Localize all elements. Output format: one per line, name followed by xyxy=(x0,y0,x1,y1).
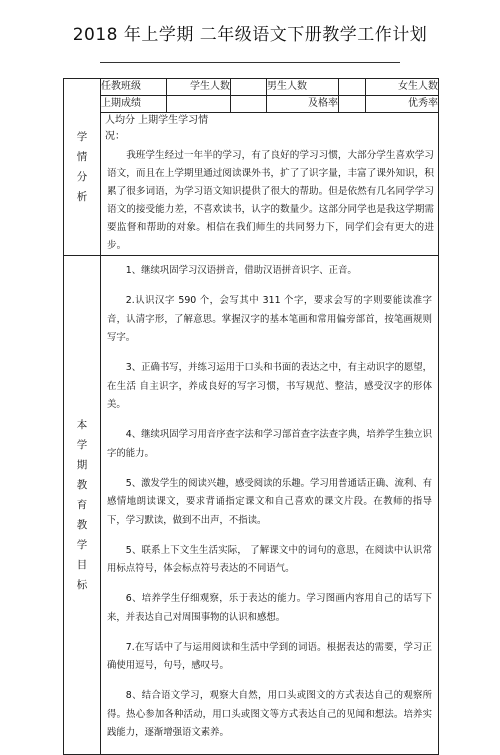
score-row xyxy=(64,96,439,113)
goals-cell xyxy=(101,256,439,755)
goals-row xyxy=(64,256,439,755)
analysis-row xyxy=(64,113,439,256)
girls-label: 女生人数 xyxy=(366,79,439,96)
analysis-subtitle-2: 况： xyxy=(105,131,125,142)
analysis-subtitle-1: 人均分 上期学生学习情 xyxy=(105,115,209,126)
last-score-label: 上期成绩 xyxy=(101,96,167,113)
score-blank xyxy=(231,96,267,113)
class-info-row xyxy=(64,79,439,96)
goal-item: 6、培养学生仔细观察，乐于表达的能力。学习图画内容用自己的话写下来，并表达自己对周围事物的认识和感想。 xyxy=(107,593,432,623)
analysis-cell xyxy=(101,113,439,256)
analysis-paragraph-box xyxy=(101,145,438,255)
goals-list xyxy=(101,256,438,743)
goal-item: 5、激发学生的阅读兴趣，感受阅读的乐趣。学习用普通话正确、流利、有感情地朗读课文，要求背诵指定课文和自己喜欢的课文片段。在教师的指导下，学习默读，做到不出声，不指读。 xyxy=(107,477,432,526)
goal-item: 8、结合语文学习，观察大自然，用口头或图文的方式表达自己的观察所得。热心参加各种活动，用口头或图文等方式表达自己的见闻和想法。培养实践能力，逐渐增强语文素养。 xyxy=(107,690,432,738)
class-label: 任教班级 xyxy=(101,79,167,96)
analysis-side-cell xyxy=(64,79,101,256)
goal-item: 3、正确书写，并练习运用于口头和书面的表达之中，有主动识字的愿望，在生活 自主识字，养成良好的写字习惯，书写规范、整洁，感受汉字的形体美。 xyxy=(107,362,432,410)
pass-rate-label: 及格率 xyxy=(267,96,339,113)
goal-item: 5、联系上下文生生活实际， 了解课文中的词句的意思，在阅读中认识常用标点符号，体会标点符号表达的不同语气。 xyxy=(107,544,432,574)
boys-label: 男生人数 xyxy=(267,79,339,96)
goals-side-cell xyxy=(64,256,101,755)
work-plan-table xyxy=(63,78,439,755)
last-score-value xyxy=(167,96,231,113)
excellent-rate-label: 优秀率 xyxy=(366,96,439,113)
analysis-side-label: 学情分析 xyxy=(76,131,88,203)
boys-value xyxy=(339,79,366,96)
students-value xyxy=(231,79,267,96)
goal-item: 2.认识汉字 590 个，会写其中 311 个字，要求会写的字则要能读准字音，认清字形，了解意思。掌握汉字的基本笔画和常用偏旁部首，按笔画规则写字。 xyxy=(107,295,432,343)
goal-item: 1、继续巩固学习汉语拼音，借助汉语拼音识字、正音。 xyxy=(125,265,357,276)
page-title: 2018 年上学期 二年级语文下册教学工作计划 xyxy=(72,25,428,45)
pass-rate-value xyxy=(339,96,366,113)
goal-item: 7.在写话中了与运用阅读和生活中学到的词语。根据表达的需要，学习正确使用逗号，句号，感叹号。 xyxy=(107,641,432,671)
analysis-paragraph: 我班学生经过一年半的学习，有了良好的学习习惯，大部分学生喜欢学习语文，而且在上学期里通过阅读课外书，扩了了识字量，丰富了课外知识，积累了很多词语，为学习语文知识提供了很大的帮助。但是依然有几名同学学习语文的接受能力差，不喜欢读书，认字的数量少。这部分同学也是我这学期需要监督和帮助的对象。相信在我们师生的共同努力下，同学们会有更大的进步。 xyxy=(107,150,434,251)
goal-item: 4、继续巩固学习用音序查字法和学习部首查字法查字典，培养学生独立识字的能力。 xyxy=(107,429,432,459)
students-label: 学生人数 xyxy=(167,79,231,96)
title-underline xyxy=(100,62,400,63)
goals-side-label: 本学期教育教学目标 xyxy=(76,419,88,591)
